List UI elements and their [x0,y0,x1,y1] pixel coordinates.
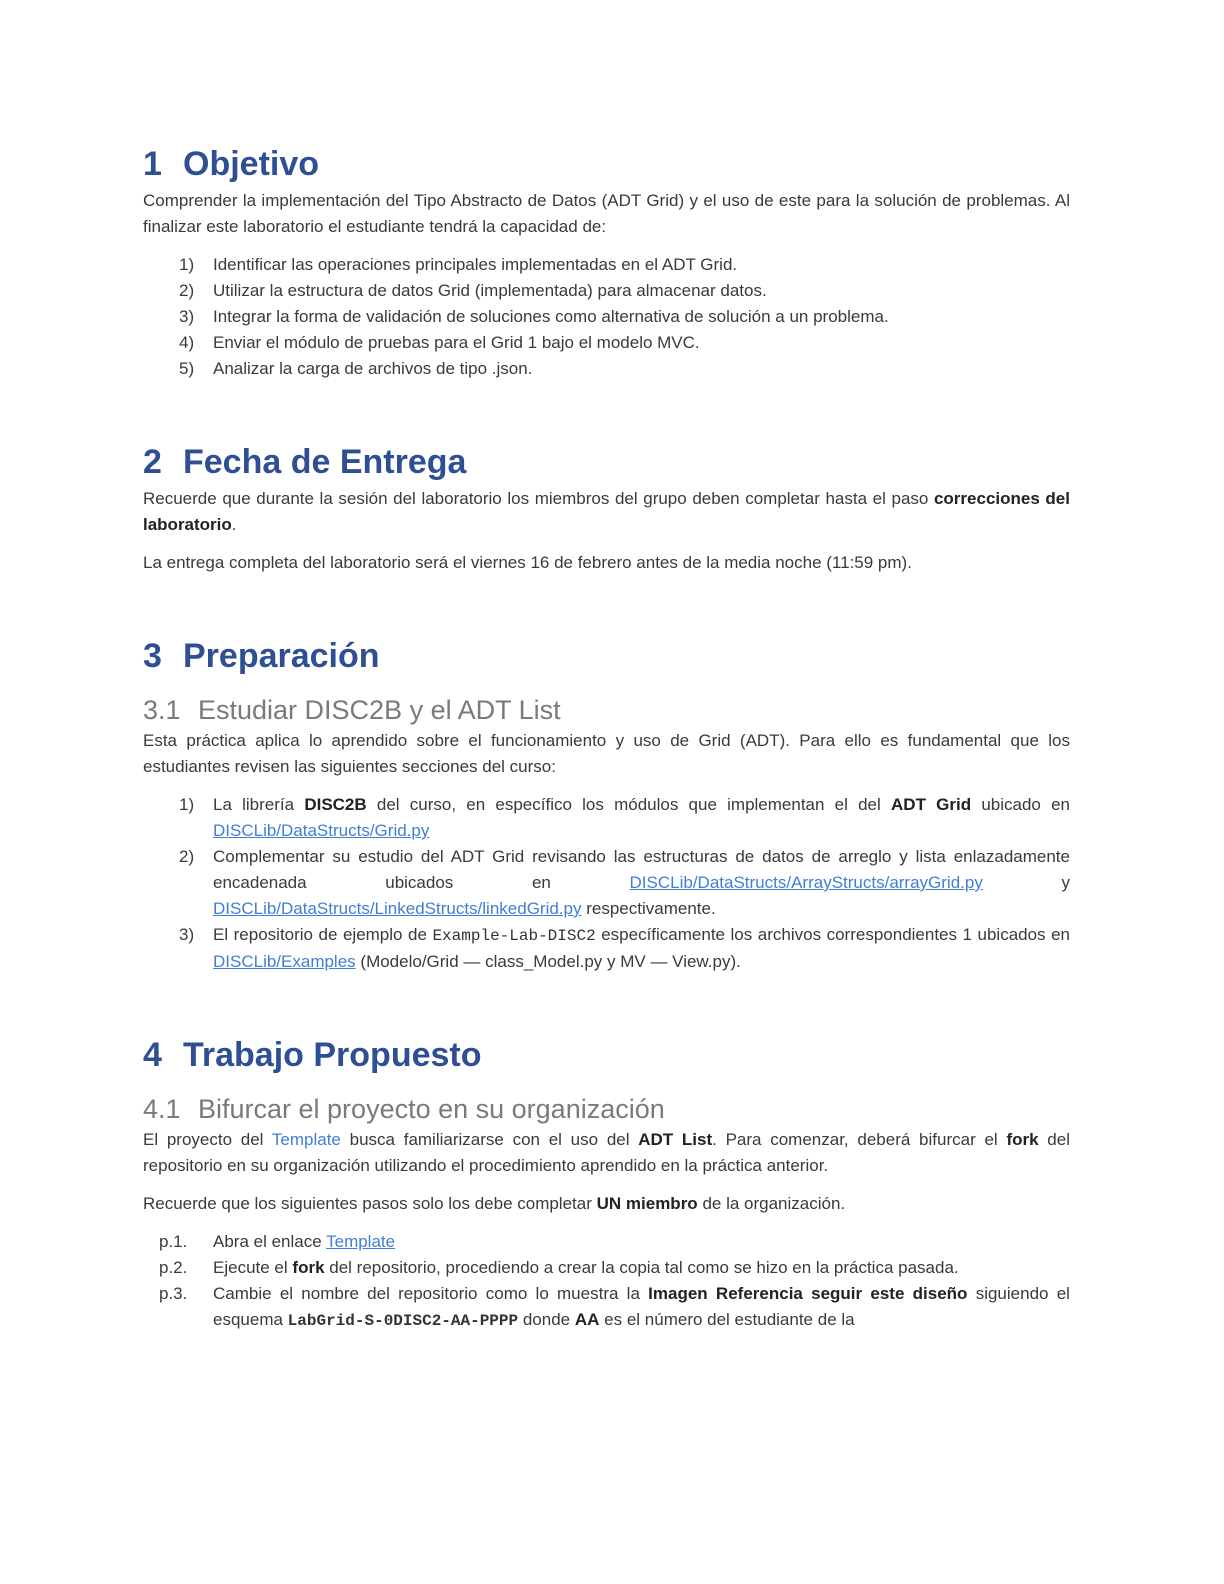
section-fecha-entrega [143,438,1070,576]
section-heading [143,438,1070,486]
template-highlight: Template [271,1130,341,1149]
subsection-heading [143,692,1070,728]
section-intro: Comprender la implementación del Tipo Abstracto de Datos (ADT Grid) y el uso de este para la solución de problemas. Al finalizar este laboratorio el estudiante tendrá la capacidad de: [143,191,1070,236]
repo-name: Example-Lab-DISC2 [432,927,596,945]
section-number: 2 [143,443,162,481]
section-number: 3 [143,637,162,675]
subsection-number: 4.1 [143,1094,181,1124]
section-number: 1 [143,145,162,183]
section-heading [143,140,1070,188]
section-number: 4 [143,1036,162,1074]
subsection-title: Bifurcar el proyecto en su organización [198,1094,665,1124]
list-item: 3) El repositorio de ejemplo de Example-Lab-DISC2 específicamente los archivos correspondientes 1 ubicados en DISCLib/Examples (Modelo/Grid — class_Model.py y MV — View.py). [179,925,1070,971]
section-title: Trabajo Propuesto [183,1036,482,1074]
section-trabajo-propuesto [143,1031,1070,1334]
objectives-list [143,252,1070,382]
subsection-number: 3.1 [143,695,181,725]
paragraph: El proyecto del Template busca familiarizarse con el uso del ADT List. Para comenzar, deberá bifurcar el fork del repositorio en su organización utilizando el procedimiento aprendido en la práctica anterior. [143,1130,1070,1175]
template-link[interactable]: Template [326,1232,396,1251]
steps-list [143,1229,1070,1334]
subsection-heading [143,1091,1070,1127]
section-title: Objetivo [183,145,320,183]
list-item: 1) Identificar las operaciones principales implementadas en el ADT Grid. [179,255,738,274]
list-item: 4) Enviar el módulo de pruebas para el Grid 1 bajo el modelo MVC. [179,333,700,352]
examples-link[interactable]: DISCLib/Examples [213,952,356,971]
list-item: p.2. Ejecute el fork del repositorio, procediendo a crear la copia tal como se hizo en la práctica pasada. [159,1258,959,1277]
list-item: 3) Integrar la forma de validación de soluciones como alternativa de solución a un problema. [179,307,889,326]
section-heading [143,632,1070,680]
section-preparacion [143,632,1070,975]
paragraph: La entrega completa del laboratorio será el viernes 16 de febrero antes de la media noche (11:59 pm). [143,553,912,572]
list-item: 2) Utilizar la estructura de datos Grid (implementada) para almacenar datos. [179,281,767,300]
section-title: Preparación [183,637,380,675]
grid-module-link[interactable]: DISCLib/DataStructs/Grid.py [213,821,430,840]
paragraph: Recuerde que durante la sesión del laboratorio los miembros del grupo deben completar hasta el paso correcciones del laboratorio. [143,489,1070,534]
section-title: Fecha de Entrega [183,443,467,481]
paragraph: Recuerde que los siguientes pasos solo los debe completar UN miembro de la organización. [143,1194,846,1213]
array-grid-link[interactable]: DISCLib/DataStructs/ArrayStructs/arrayGrid.py [629,873,983,892]
list-item: 2) Complementar su estudio del ADT Grid revisando las estructuras de datos de arreglo y lista enlazadamente encadenada ubicados en DISCLib/DataStructs/ArrayStructs/arrayGrid.py y DISCLib/DataStructs/LinkedStructs/linkedGrid.py respectivamente. [179,847,1070,918]
section-objetivo [143,140,1070,382]
preparation-list [143,792,1070,975]
linked-grid-link[interactable]: DISCLib/DataStructs/LinkedStructs/linkedGrid.py [213,899,582,918]
subsection-title: Estudiar DISC2B y el ADT List [198,695,561,725]
list-item: p.1. Abra el enlace Template [159,1232,396,1251]
paragraph: Esta práctica aplica lo aprendido sobre el funcionamiento y uso de Grid (ADT). Para ello es fundamental que los estudiantes revisen las siguientes secciones del curso: [143,731,1070,776]
list-item: p.3. Cambie el nombre del repositorio como lo muestra la Imagen Referencia seguir este diseño siguiendo el esquema LabGrid-S-0DISC2-AA-PPPP donde AA es el número del estudiante de la [159,1284,1070,1330]
repo-naming-scheme: LabGrid-S-0DISC2-AA-PPPP [287,1312,519,1330]
section-heading [143,1031,1070,1079]
list-item: 5) Analizar la carga de archivos de tipo .json. [179,359,533,378]
list-item: 1) La librería DISC2B del curso, en específico los módulos que implementan el del ADT Grid ubicado en DISCLib/DataStructs/Grid.py [179,795,1070,840]
